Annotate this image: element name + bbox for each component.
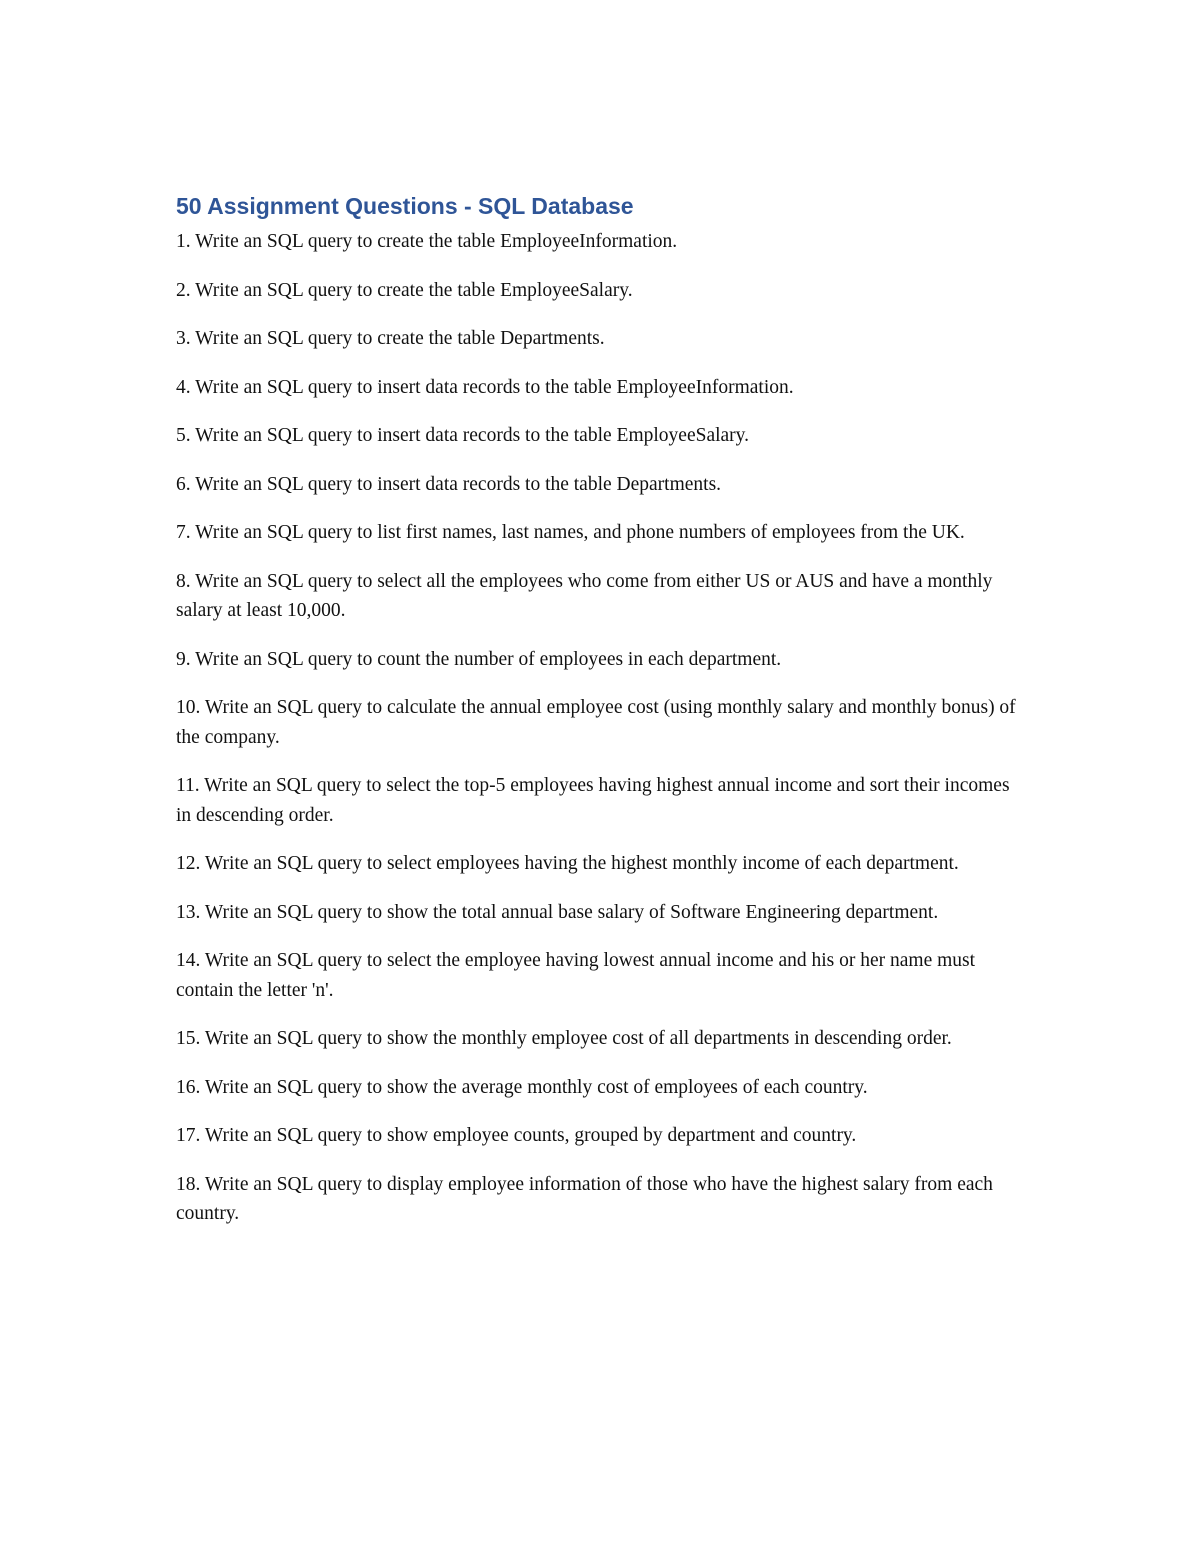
question-item: 8. Write an SQL query to select all the employees who come from either US or AUS and have a monthly salary at least 10,000.: [176, 570, 993, 621]
question-item: 1. Write an SQL query to create the table EmployeeInformation.: [176, 231, 678, 252]
question-item: 4. Write an SQL query to insert data records to the table EmployeeInformation.: [176, 376, 794, 398]
question-item: 14. Write an SQL query to select the employee having lowest annual income and his or her name must contain the letter 'n'.: [176, 950, 976, 1001]
question-item: 17. Write an SQL query to show employee counts, grouped by department and country.: [176, 1125, 857, 1146]
question-item: 16. Write an SQL query to show the average monthly cost of employees of each country.: [176, 1076, 868, 1098]
question-item: 12. Write an SQL query to select employees having the highest monthly income of each department.: [176, 853, 959, 874]
question-item: 10. Write an SQL query to calculate the annual employee cost (using monthly salary and monthly bonus) of the company.: [176, 697, 1016, 748]
question-item: 9. Write an SQL query to count the number of employees in each department.: [176, 648, 782, 670]
document-title: 50 Assignment Questions - SQL Database: [176, 193, 634, 219]
question-list: [176, 227, 1026, 1229]
question-item: 11. Write an SQL query to select the top-5 employees having highest annual income and sort their incomes in descending order.: [176, 775, 1010, 826]
question-item: 2. Write an SQL query to create the table EmployeeSalary.: [176, 279, 633, 301]
document-body: [176, 190, 1026, 1248]
question-item: 13. Write an SQL query to show the total annual base salary of Software Engineering department.: [176, 901, 939, 923]
question-item: 15. Write an SQL query to show the monthly employee cost of all departments in descending order.: [176, 1028, 952, 1049]
question-item: 5. Write an SQL query to insert data records to the table EmployeeSalary.: [176, 425, 750, 446]
question-item: 18. Write an SQL query to display employee information of those who have the highest salary from each country.: [176, 1173, 993, 1224]
question-item: 7. Write an SQL query to list first names, last names, and phone numbers of employees from the UK.: [176, 522, 965, 543]
question-item: 6. Write an SQL query to insert data records to the table Departments.: [176, 473, 722, 495]
question-item: 3. Write an SQL query to create the table Departments.: [176, 328, 605, 349]
